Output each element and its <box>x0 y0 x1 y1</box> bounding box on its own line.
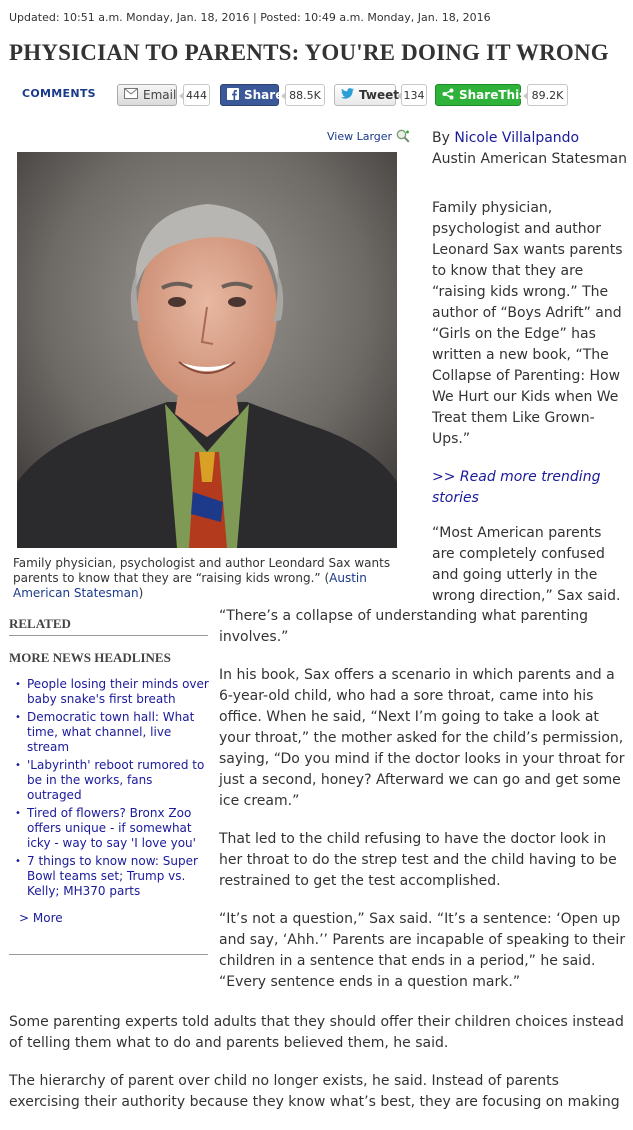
headline-item[interactable]: • 'Labyrinth' reboot rumored to be in the works, fans outraged <box>13 758 209 803</box>
sharethis-label: ShareThis <box>459 88 527 102</box>
intro-text: ” and “ <box>432 305 622 342</box>
view-larger-link[interactable] <box>327 129 410 143</box>
collapse-of-parenting-link[interactable]: The Collapse of Parenting: How We Hurt our Kids when We Treat them Like Grown-Ups. <box>432 347 621 447</box>
related-heading: RELATED <box>9 616 208 636</box>
read-more-trending-link[interactable]: >> Read more trending stories <box>432 469 601 506</box>
headline-item[interactable]: • Democratic town hall: What time, what channel, live stream <box>13 710 209 755</box>
intro-paragraph <box>432 198 628 450</box>
more-news-heading: MORE NEWS HEADLINES <box>9 650 171 665</box>
article-photo[interactable] <box>17 152 397 548</box>
byline-by: By <box>432 130 455 146</box>
facebook-label: Share <box>244 88 284 102</box>
sidebar-divider <box>9 954 208 955</box>
quote-paragraph: “Most American parents are completely confused and going utterly in the wrong direction,” Sax said. <box>432 525 621 604</box>
hierarchy-paragraph: The hierarchy of parent over child no longer exists, he said. Instead of parents exercising their authority because they know what’s best, they are focusing on making <box>9 1073 620 1110</box>
view-larger-label: View Larger <box>327 129 393 143</box>
caption-credit-link[interactable]: Austin American Statesman <box>13 571 367 600</box>
headline-item[interactable]: • Tired of flowers? Bronx Zoo offers unique - if somewhat icky - way to say 'I love you' <box>13 806 209 851</box>
intro-text: ” has written a new book, “ <box>432 326 596 363</box>
intro-text: wants parents to know that they are “raising kids wrong.” The author of “ <box>432 242 623 321</box>
twitter-count: 134 <box>401 84 427 106</box>
refusal-paragraph: That led to the child refusing to have the doctor look in her throat to do the strep test and the child having to be restrained to get the test accomplished. <box>219 831 617 889</box>
intro-text: Family physician, psychologist and author <box>432 200 601 237</box>
intro-text: ” <box>462 431 471 447</box>
byline-outlet: Austin American Statesman <box>432 151 627 167</box>
more-headlines-link[interactable]: > More <box>19 911 63 925</box>
magnifier-plus-icon <box>396 129 410 143</box>
facebook-icon <box>227 88 239 103</box>
experts-paragraph: Some parenting experts told adults that they should offer their children choices instead of telling them what to do and parents believed them, he said. <box>9 1014 624 1051</box>
girls-on-the-edge-link[interactable]: Girls on the Edge <box>438 326 560 342</box>
leonard-sax-link[interactable]: Leonard Sax <box>432 242 519 258</box>
article-headline: PHYSICIAN TO PARENTS: YOU'RE DOING IT WRONG <box>9 40 609 65</box>
headline-list <box>13 677 209 902</box>
dateline: Updated: 10:51 a.m. Monday, Jan. 18, 2016 | Posted: 10:49 a.m. Monday, Jan. 18, 2016 <box>9 11 491 24</box>
article-body-full <box>9 1012 627 1130</box>
question-paragraph: “It’s not a question,” Sax said. “It’s a sentence: ‘Open up and say, ‘Ahh.’’ Parents are incapable of speaking to their children in a sentence that ends in a period,” he said. “Every sentence ends in a question mark.” <box>219 911 626 990</box>
twitter-label: Tweet <box>359 88 399 102</box>
sharethis-count: 89.2K <box>527 84 568 106</box>
caption-close: ) <box>138 586 144 600</box>
photo-caption <box>13 556 403 601</box>
headline-item[interactable]: • 7 things to know now: Super Bowl teams set; Trump vs. Kelly; MH370 parts <box>13 854 209 899</box>
author-link[interactable]: Nicole Villalpando <box>454 130 580 146</box>
article-body-column <box>219 606 629 1010</box>
byline <box>432 128 628 170</box>
twitter-bird-icon <box>341 88 354 102</box>
boys-adrift-link[interactable]: Boys Adrift <box>507 305 584 321</box>
comments-link[interactable]: COMMENTS <box>22 87 96 100</box>
email-count: 444 <box>183 84 210 106</box>
portrait-image <box>17 152 397 548</box>
share-bar <box>0 82 633 108</box>
caption-text: Family physician, psychologist and author Leondard Sax wants parents to know that they are “raising kids wrong.” ( <box>13 556 391 585</box>
email-share-button[interactable] <box>117 84 177 106</box>
facebook-share-button[interactable] <box>220 84 284 106</box>
envelope-icon <box>124 88 138 102</box>
scenario-paragraph: In his book, Sax offers a scenario in which parents and a 6-year-old child, who had a sore throat, came into his office. When he said, “Next I’m going to take a look at your throat,” the mother asked for the child’s permission, saying, “Do you mind if the doctor looks in your throat for just a second, honey? Afterward we can go and get some ice cream.” <box>219 667 625 809</box>
quote-continuation: “There’s a collapse of understanding what parenting involves.” <box>219 608 588 645</box>
facebook-count: 88.5K <box>285 84 325 106</box>
twitter-share-button[interactable] <box>334 84 399 106</box>
share-icon <box>442 88 454 103</box>
article-intro-column <box>432 198 628 624</box>
headline-item[interactable]: • People losing their minds over baby snake's first breath <box>13 677 209 707</box>
email-label: Email <box>143 88 177 102</box>
sharethis-button[interactable] <box>435 84 527 106</box>
